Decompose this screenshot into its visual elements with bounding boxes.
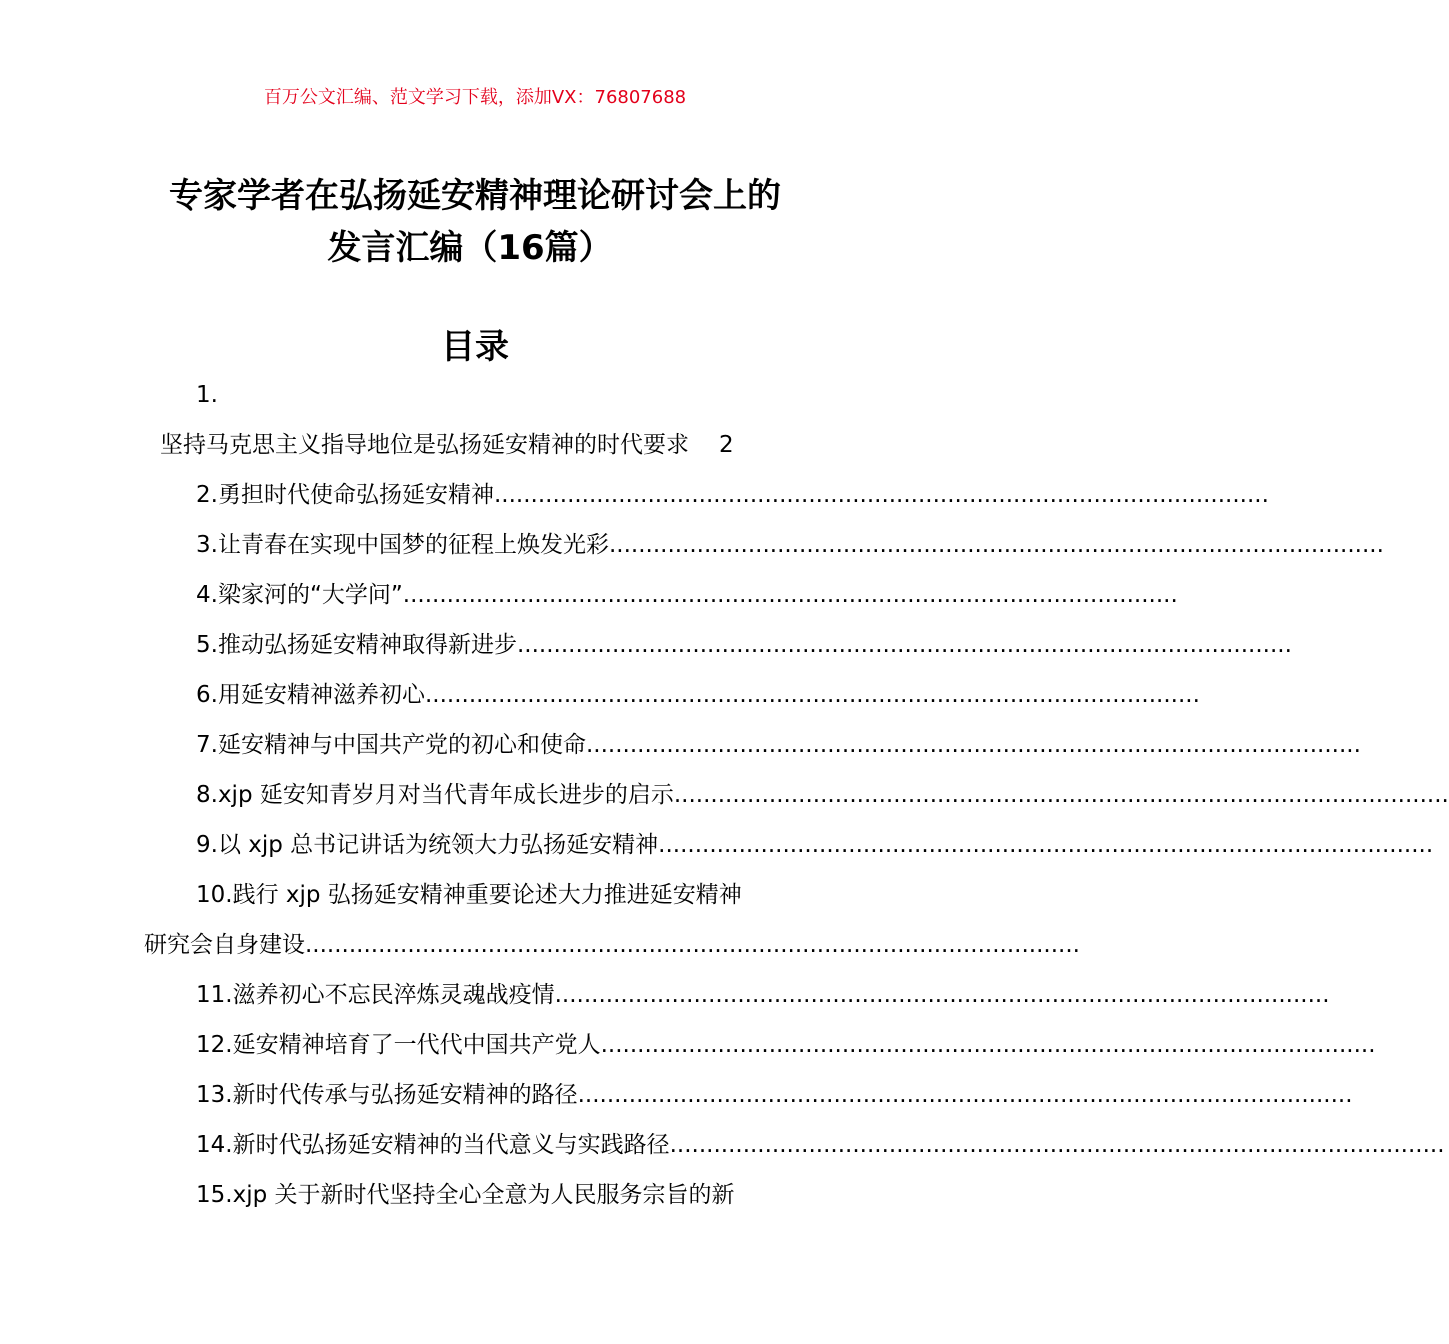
toc-leader-dots: .......................................................................................................... [493, 482, 1269, 508]
toc-entry-10-line-2[interactable] [0, 920, 1094, 970]
toc-leader-dots: .......................................................................................................... [577, 1082, 1353, 1108]
toc-entry-4[interactable] [0, 570, 1178, 620]
toc-entry-11[interactable] [0, 970, 1330, 1020]
toc-entry-6[interactable] [0, 670, 1200, 720]
toc-leader-dots: .......................................................................................................... [658, 832, 1434, 858]
toc-leader-dots: .......................................................................................................... [600, 1032, 1376, 1058]
toc-entry-text: 1. [196, 382, 218, 408]
toc-entry-15-line-1[interactable] [0, 1170, 1146, 1220]
toc-leader-dots: .......................................................................................................... [424, 682, 1200, 708]
toc-leader-dots: .......................................................................................................... [669, 1132, 1445, 1158]
toc-leader-dots: .......................................................................................................... [673, 782, 1449, 808]
toc-entry-text: 14.新时代弘扬延安精神的当代意义与实践路径 [196, 1132, 670, 1158]
toc-entry-text: 6.用延安精神滋养初心 [196, 682, 425, 708]
toc-entry-3[interactable] [0, 520, 1384, 570]
toc-entry-text: 10.践行 xjp 弘扬延安精神重要论述大力推进延安精神 [196, 882, 742, 908]
toc-leader-dots: .......................................................................................................... [608, 532, 1384, 558]
toc-entry-2[interactable] [0, 470, 1269, 520]
toc-entry-text: 11.滋养初心不忘民淬炼灵魂战疫情 [196, 982, 555, 1008]
toc-entry-12[interactable] [0, 1020, 1376, 1070]
toc-entry-page-number: 2 [719, 432, 734, 458]
title-line-1: 专家学者在弘扬延安精神理论研讨会上的 [169, 176, 781, 216]
toc-leader-dots: .......................................................................................................... [585, 732, 1361, 758]
toc-entry-text: 3.让青春在实现中国梦的征程上焕发光彩 [196, 532, 609, 558]
toc-heading: 目录 [441, 327, 509, 367]
toc-leader-dots: .......................................................................................................... [554, 982, 1330, 1008]
toc-entry-text: 8.xjp 延安知青岁月对当代青年成长进步的启示 [196, 782, 674, 808]
toc-entry-text: 坚持马克思主义指导地位是弘扬延安精神的时代要求 [160, 432, 689, 458]
toc-entry-text: 15.xjp 关于新时代坚持全心全意为人民服务宗旨的新 [196, 1182, 735, 1208]
toc-entry-13[interactable] [0, 1070, 1353, 1120]
toc-entry-8[interactable] [0, 770, 1449, 820]
toc-entry-text: 12.延安精神培育了一代代中国共产党人 [196, 1032, 601, 1058]
toc-entry-text: 4.梁家河的“大学问” [196, 582, 403, 608]
toc-entry-text: 2.勇担时代使命弘扬延安精神 [196, 482, 494, 508]
toc-entry-text: 13.新时代传承与弘扬延安精神的路径 [196, 1082, 578, 1108]
toc-entry-text: 9.以 xjp 总书记讲话为统领大力弘扬延安精神 [196, 832, 659, 858]
toc-entry-text: 研究会自身建设 [144, 932, 305, 958]
toc-entry-7[interactable] [0, 720, 1361, 770]
toc-leader-dots: .......................................................................................................... [305, 932, 1080, 958]
toc-leader-dots: .......................................................................................................... [402, 582, 1178, 608]
download-banner: 百万公文汇编、范文学习下载，添加VX：76807688 [263, 87, 687, 108]
toc-entry-1-title[interactable] [0, 420, 1110, 470]
toc-entry-14[interactable] [0, 1120, 1445, 1170]
toc-entry-text: 5.推动弘扬延安精神取得新进步 [196, 632, 517, 658]
toc-entry-1-number[interactable] [0, 370, 1146, 420]
toc-entry-text: 7.延安精神与中国共产党的初心和使命 [196, 732, 586, 758]
toc-entry-9[interactable] [0, 820, 1434, 870]
toc-entry-5[interactable] [0, 620, 1292, 670]
toc-leader-dots: .......................................................................................................... [516, 632, 1292, 658]
title-line-2: 发言汇编（16篇） [327, 228, 613, 268]
toc-entry-10-line-1[interactable] [0, 870, 1146, 920]
document-title [0, 170, 950, 274]
